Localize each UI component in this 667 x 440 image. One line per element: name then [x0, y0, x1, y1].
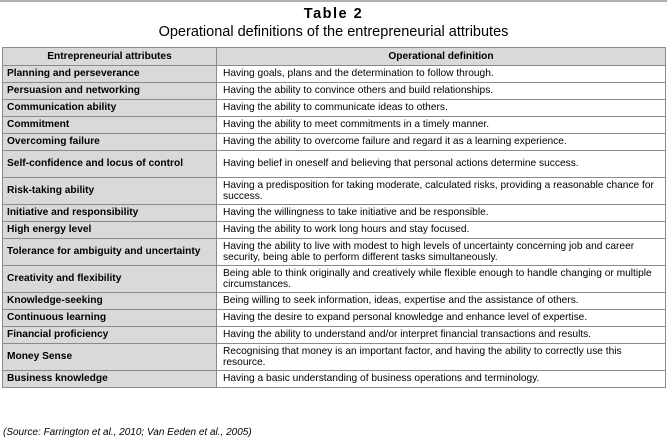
table-row [3, 83, 666, 100]
definition-cell: Having the ability to communicate ideas to others. [217, 100, 666, 117]
definition-cell: Having goals, plans and the determination to follow through. [217, 66, 666, 83]
attribute-cell: Business knowledge [3, 371, 217, 388]
attribute-cell: Overcoming failure [3, 134, 217, 151]
definition-cell: Having a basic understanding of business operations and terminology. [217, 371, 666, 388]
definition-cell: Having belief in oneself and believing that personal actions determine success. [217, 151, 666, 178]
column-header-attribute: Entrepreneurial attributes [3, 48, 217, 66]
attribute-cell: Continuous learning [3, 310, 217, 327]
attribute-cell: High energy level [3, 222, 217, 239]
definition-cell: Having the ability to work long hours and stay focused. [217, 222, 666, 239]
definition-cell: Having the ability to convince others and build relationships. [217, 83, 666, 100]
table-row [3, 222, 666, 239]
attribute-cell: Money Sense [3, 344, 217, 371]
definition-cell: Having the ability to understand and/or interpret financial transactions and results. [217, 327, 666, 344]
attribute-cell: Knowledge-seeking [3, 293, 217, 310]
table-row [3, 66, 666, 83]
table-caption: Operational definitions of the entrepreneurial attributes [158, 24, 509, 40]
table-row [3, 327, 666, 344]
definition-cell: Having the ability to overcome failure and regard it as a learning experience. [217, 134, 666, 151]
table-row [3, 310, 666, 327]
table-row [3, 134, 666, 151]
attribute-cell: Commitment [3, 117, 217, 134]
table-row [3, 205, 666, 222]
table-row [3, 100, 666, 117]
table-row [3, 151, 666, 178]
top-rule [0, 0, 667, 2]
table-row [3, 178, 666, 205]
definition-cell: Having the desire to expand personal knowledge and enhance level of expertise. [217, 310, 666, 327]
source-citation: (Source: Farrington et al., 2010; Van Eeden et al., 2005) [3, 427, 252, 438]
definition-cell: Having the ability to meet commitments in a timely manner. [217, 117, 666, 134]
table-row [3, 117, 666, 134]
table-row [3, 371, 666, 388]
column-header-definition: Operational definition [217, 48, 666, 66]
table-row [3, 293, 666, 310]
attribute-cell: Financial proficiency [3, 327, 217, 344]
definition-cell: Having a predisposition for taking moderate, calculated risks, providing a reasonable chance for success. [217, 178, 666, 205]
table-number-label: Table 2 [303, 6, 364, 22]
attribute-cell: Planning and perseverance [3, 66, 217, 83]
table-header-row [3, 48, 666, 66]
attribute-cell: Self-confidence and locus of control [3, 151, 217, 178]
attribute-cell: Communication ability [3, 100, 217, 117]
definitions-table [2, 47, 666, 388]
definition-cell: Having the willingness to take initiative and be responsible. [217, 205, 666, 222]
table-row [3, 239, 666, 266]
attribute-cell: Creativity and flexibility [3, 266, 217, 293]
attribute-cell: Persuasion and networking [3, 83, 217, 100]
attribute-cell: Risk-taking ability [3, 178, 217, 205]
attribute-cell: Initiative and responsibility [3, 205, 217, 222]
definition-cell: Being willing to seek information, ideas, expertise and the assistance of others. [217, 293, 666, 310]
attribute-cell: Tolerance for ambiguity and uncertainty [3, 239, 217, 266]
definition-cell: Recognising that money is an important factor, and having the ability to correctly use this resource. [217, 344, 666, 371]
table-row [3, 266, 666, 293]
table-row [3, 344, 666, 371]
definition-cell: Having the ability to live with modest to high levels of uncertainty concerning job and career security, being able to perform different tasks simultaneously. [217, 239, 666, 266]
definition-cell: Being able to think originally and creatively while flexible enough to handle changing or multiple circumstances. [217, 266, 666, 293]
